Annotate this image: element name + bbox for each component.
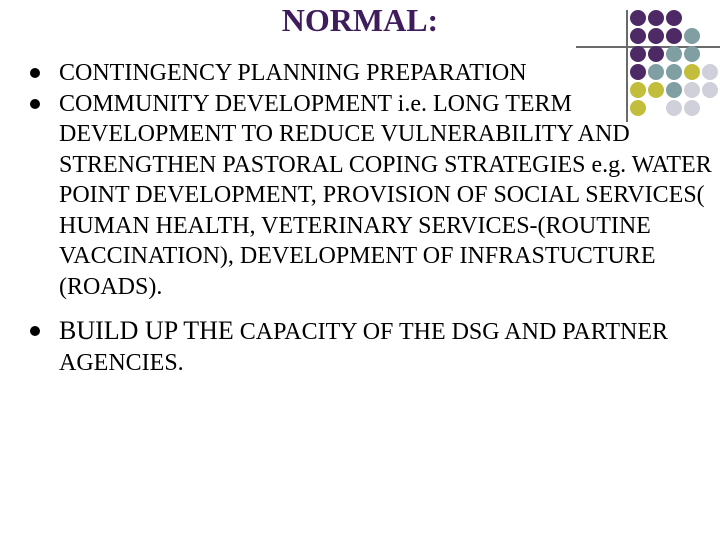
bullet-icon <box>30 326 40 336</box>
bullet-text-lead: BUILD UP THE <box>59 316 234 345</box>
bullet-list <box>30 58 720 378</box>
slide-title: NORMAL: <box>281 2 439 38</box>
bullet-text-rest: CAPACITY OF THE DSG AND PARTNER AGENCIES. <box>59 319 668 376</box>
decorative-dot <box>648 10 664 26</box>
bullet-item-community-development <box>30 89 720 303</box>
bullet-icon <box>30 99 40 109</box>
decorative-dot <box>648 28 664 44</box>
decorative-dot <box>630 28 646 44</box>
decorative-dot <box>684 28 700 44</box>
decorative-dot <box>666 10 682 26</box>
decorative-dot <box>666 28 682 44</box>
bullet-item-capacity <box>30 316 720 378</box>
bullet-icon <box>30 68 40 78</box>
bullet-item-contingency <box>30 58 720 89</box>
decorative-dot <box>630 10 646 26</box>
bullet-text: CONTINGENCY PLANNING PREPARATION <box>59 60 527 86</box>
bullet-text: COMMUNITY DEVELOPMENT i.e. LONG TERM DEVELOPMENT TO REDUCE VULNERABILITY AND STRENGTHEN PASTORAL COPING STRATEGIES e.g. WATER POINT DEVELOPMENT, PROVISION OF SOCIAL SERVICES( HUMAN HEALTH, VETERINARY SERVICES-(ROUTINE VACCINATION), DEVELOPMENT OF INFRASTUCTURE (ROADS). <box>59 90 712 300</box>
